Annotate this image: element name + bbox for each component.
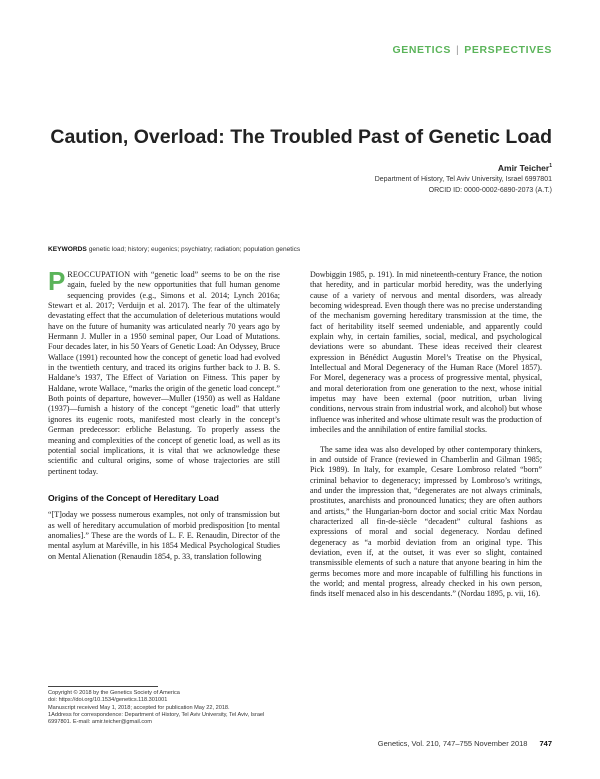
journal-section-header [392,44,552,56]
keywords-list: genetic load; history; eugenics; psychiatry; radiation; population genetics [88,246,301,253]
drop-cap: P [48,266,66,296]
right-paragraph-2: The same idea was also developed by other contemporary thinkers, in and outside of France (reviewed in Chamberlin and Gilman 1985; Pick 1989). In Italy, for example, Cesare Lombroso related “born” criminal behavior to degeneracy; impressed by Lombroso’s writings, and under the impression that, “degenerates are not always criminals, prostitutes, anarchists and pronounced lunatics; they are often authors and artists,” the Hungarian-born doctor and social critic Max Nordau characterized all fin-de-siècle “decadent” cultural fashions as expressions of moral and social degeneracy. Nordau defined degeneracy as “a morbid deviation from an original type. This deviation, even if, at the outset, it was ever so slight, contained transmissible elements of such a nature that anyone bearing in him the germs becomes more and more incapable of fulfilling his functions in the world; and mental progress, already checked in his own person, finds itself menaced also in his descendants.” (Nordau 1895, p. vii, 16). [310,444,542,599]
copyright-line: Copyright © 2018 by the Genetics Society of America [48,690,180,696]
left-paragraph-1-text: with “genetic load” seems to be on the rise again, fueled by the new opportunities that full human genome sequencing provides (e.g., Simons et al. 2014; Lynch 2016a; Stewart et al. 2017; Verduijn et al. 2017). The fear of the ultimately devastating effect that the accumulation of deleterious mutations would have on the future of humanity was articulated nearly 70 years ago by Hermann J. Muller in a 1950 seminal paper, Our Load of Mutations. Four decades later, in his 50 Years of Genetic Load: An Odyssey, Bruce Wallace (1991) recounted how the concept of genetic load had evolved in the twentieth century, and traced its origins further back to J. B. S. Haldane’s 1937, The Effect of Variation on Fitness. This paper by Haldane, wrote Wallace, “marks the origin of the genetic load concept.” Both points of departure, however—Muller (1950) as well as Haldane (1937)—furnish a history of the concept “genetic load” that utterly ignores its eugenic roots, manifested most clearly in the concept’s German predecessor: erbliche Belastung. To properly assess the meaning and complexities of the concept of genetic load, as well as its potential social implications, it is vital that we acknowledge these scientific and cultural origins, some of whose trajectories are still pertinent today. [48,270,280,476]
left-column [48,266,280,571]
author-affiliation: Department of History, Tel Aviv University, Israel 6997801 [374,175,552,183]
page-folio [378,739,552,748]
right-column [310,270,542,609]
manuscript-dates: Manuscript received May 1, 2018; accepted for publication May 22, 2018. [48,704,230,711]
section-name: PERSPECTIVES [464,44,552,56]
right-paragraph-1: Dowbiggin 1985, p. 191). In mid nineteenth-century France, the notion that heredity, and in particular morbid heredity, was the underlying cause of a variety of nervous and mental disorders, was already becoming widespread. Even though there was no precise understanding of the mechanism governing hereditary transmission at the time, the fact of heritability itself seemed undeniable, and apparently could explain why, in certain families, social, medical, and psychological deviations were so abundant. These ideas received their clearest expression in Bénédict Augustin Morel’s Treatise on the Physical, Intellectual and Moral Degeneracy of the Human Race (Morel 1857). For Morel, degeneracy was a process of progressive mental, physical, and moral deterioration from one generation to the next, whose initial impetus may have been external (poor nutrition, urban living conditions, nervous strain from industrial work, and alcohol) but whose influence was inherited and whose ultimate result was the production of imbeciles and the annihilation of entire familial stocks. [310,270,542,435]
keywords [48,246,300,253]
article-title: Caution, Overload: The Troubled Past of Genetic Load [50,126,552,148]
footnote-block [48,690,280,726]
section-heading: Origins of the Concept of Hereditary Load [48,492,219,503]
author-block [375,160,552,197]
lead-in: REOCCUPATION [67,270,131,279]
left-paragraph-1 [48,266,280,477]
footnote-divider [48,686,158,687]
page-number: 747 [539,739,552,748]
doi-link[interactable]: doi: https://doi.org/10.1534/genetics.118.301001 [48,697,168,704]
journal-name: GENETICS [392,44,451,56]
author-name: Amir Teicher$^1$ [497,162,552,173]
left-paragraph-2: “[T]oday we possess numerous examples, not only of transmission but as well of hereditary accumulation of morbid predisposition [to mental anomalies].” These are the words of L. F. E. Renaudin, Director of the mental asylum at Maréville, in his 1854 Medical Psychological Studies on Mental Alienation (Renaudin 1854, p. 33, translation following [48,510,280,561]
correspondence-address: 1Address for correspondence: Department of History, Tel Aviv University, Tel Aviv, Israel 6997801. E-mail: amir.teicher@gmail.com [48,711,265,726]
journal-citation: Genetics, Vol. 210, 747–755 November 2018 [377,739,528,748]
author-footnote-marker: 1 [549,163,552,169]
keywords-label: KEYWORDS [48,246,87,253]
author-orcid: ORCID ID: 0000-0002-6890-2073 (A.T.) [428,187,552,195]
header-separator: | [455,44,460,56]
